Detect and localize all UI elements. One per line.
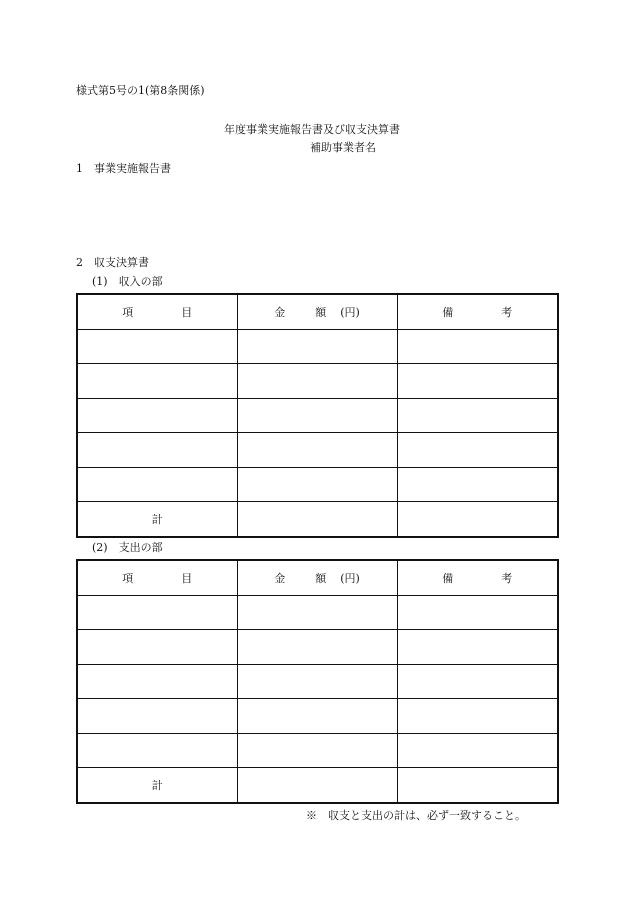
remarks-cell[interactable]: [397, 398, 558, 433]
item-cell[interactable]: [77, 467, 237, 502]
amount-cell[interactable]: [237, 595, 397, 630]
table-row: [77, 398, 558, 433]
income-table-body: [77, 329, 558, 537]
section1-title: 事業実施報告書: [94, 162, 171, 175]
item-cell[interactable]: [77, 595, 237, 630]
remarks-cell[interactable]: [397, 664, 558, 699]
income-table: [76, 293, 559, 538]
column-header-remarks: 備 考: [397, 560, 558, 595]
table-row: [77, 733, 558, 768]
form-number: 様式第5号の1(第8条関係): [76, 84, 205, 97]
section1-number: 1: [76, 162, 83, 175]
amount-cell[interactable]: [237, 364, 397, 399]
item-cell[interactable]: [77, 664, 237, 699]
table-row: [77, 699, 558, 734]
amount-cell[interactable]: [237, 433, 397, 468]
item-cell[interactable]: [77, 733, 237, 768]
amount-cell[interactable]: [237, 398, 397, 433]
remarks-cell[interactable]: [397, 595, 558, 630]
column-header-amount: 金 額 (円): [237, 560, 397, 595]
item-cell[interactable]: [77, 329, 237, 364]
item-cell[interactable]: [77, 433, 237, 468]
remarks-cell[interactable]: [397, 733, 558, 768]
section2-title: 収支決算書: [94, 256, 149, 269]
remarks-cell[interactable]: [397, 433, 558, 468]
column-header-amount: 金 額 (円): [237, 294, 397, 329]
remarks-cell[interactable]: [397, 630, 558, 665]
total-amount-cell[interactable]: [237, 768, 397, 803]
table-row: [77, 433, 558, 468]
expense-table: [76, 559, 559, 804]
operator-name-label: 補助事業者名: [310, 141, 376, 154]
item-cell[interactable]: [77, 699, 237, 734]
total-label: 計: [77, 768, 237, 803]
table-row: [77, 467, 558, 502]
amount-cell[interactable]: [237, 664, 397, 699]
total-remarks-cell[interactable]: [397, 502, 558, 537]
item-cell[interactable]: [77, 364, 237, 399]
amount-cell[interactable]: [237, 733, 397, 768]
remarks-cell[interactable]: [397, 364, 558, 399]
amount-cell[interactable]: [237, 467, 397, 502]
section1-heading: [76, 163, 171, 174]
item-cell[interactable]: [77, 630, 237, 665]
column-header-item: 項 目: [77, 294, 237, 329]
amount-cell[interactable]: [237, 329, 397, 364]
total-row: [77, 768, 558, 803]
table-row: [77, 595, 558, 630]
table-header-row: [77, 294, 558, 329]
table-row: [77, 329, 558, 364]
total-amount-cell[interactable]: [237, 502, 397, 537]
footnote: ※ 収支と支出の計は、必ず一致すること。: [306, 809, 526, 822]
income-heading: (1) 収入の部: [92, 275, 163, 288]
expense-table-body: [77, 595, 558, 803]
total-row: [77, 502, 558, 537]
column-header-item: 項 目: [77, 560, 237, 595]
amount-cell[interactable]: [237, 699, 397, 734]
remarks-cell[interactable]: [397, 329, 558, 364]
table-header-row: [77, 560, 558, 595]
section2-heading: [76, 257, 149, 268]
expense-heading: (2) 支出の部: [92, 541, 163, 554]
table-row: [77, 364, 558, 399]
remarks-cell[interactable]: [397, 467, 558, 502]
item-cell[interactable]: [77, 398, 237, 433]
column-header-remarks: 備 考: [397, 294, 558, 329]
table-row: [77, 630, 558, 665]
total-remarks-cell[interactable]: [397, 768, 558, 803]
total-label: 計: [77, 502, 237, 537]
amount-cell[interactable]: [237, 630, 397, 665]
section2-number: 2: [76, 256, 83, 269]
report-title: 年度事業実施報告書及び収支決算書: [224, 123, 400, 136]
table-row: [77, 664, 558, 699]
remarks-cell[interactable]: [397, 699, 558, 734]
